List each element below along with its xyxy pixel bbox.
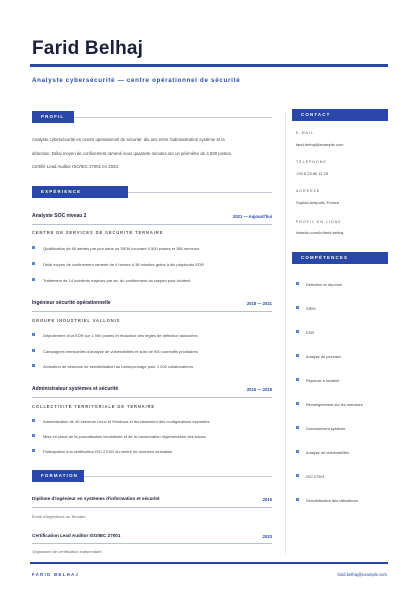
education-title: Certification Lead Auditor ISO/IEC 27001: [32, 533, 121, 538]
job-bullet-text: Traitement de 14 incidents majeurs par an, du confinement au rapport post-incident: [43, 278, 191, 283]
profile-line-2: détection. Délai moyen de confinement ramené sous quarante minutes sur un périmètre de 4 500 postes.: [32, 151, 233, 156]
bullet-square-icon: [296, 474, 299, 477]
bullet-square-icon: [296, 426, 299, 429]
footer-rule: [30, 562, 388, 564]
job-title: Ingénieur sécurité opérationnelle: [32, 300, 111, 306]
address-label: ADRESSE: [296, 189, 321, 193]
job-bullet: [32, 246, 272, 251]
job-dates: 2018 — 2021: [246, 301, 272, 306]
job-bullet-text: Animation de sessions de sensibilisation au hameçonnage pour 1 200 collaborateurs: [43, 364, 194, 369]
online-profile-link[interactable]: linkedin.com/in/farid-belhaj: [296, 230, 344, 235]
candidate-headline: Analyste cybersécurité — centre opérationnel de sécurité: [32, 77, 241, 84]
footer-email[interactable]: farid.belhaj@example.com: [337, 572, 387, 577]
job-title: Analyste SOC niveau 2: [32, 213, 87, 219]
education-title: Diplôme d'ingénieur en systèmes d'information et sécurité: [32, 496, 160, 501]
profile-line-1: Analyste cybersécurité en centre opérationnel de sécurité, dix ans entre l'administration système et la: [32, 137, 225, 142]
bullet-square-icon: [32, 278, 35, 281]
email-label: E-MAIL: [296, 131, 314, 135]
job-title: Administrateur systèmes et sécurité: [32, 386, 119, 392]
job-bullet: [32, 419, 272, 424]
skill-item: [296, 378, 339, 383]
skill-item: [296, 282, 342, 287]
job-rule: [32, 311, 272, 312]
bullet-square-icon: [32, 246, 35, 249]
education-year: 2023: [262, 534, 272, 539]
education-school: École d'ingénieurs du Ternaire: [32, 514, 86, 519]
job-company: COLLECTIVITÉ TERRITORIALE DE TERNAIRE: [32, 404, 156, 409]
job-company: CENTRE DE SERVICES DE SÉCURITÉ TERNAIRE: [32, 230, 164, 235]
job-bullet-text: Délai moyen de confinement ramené de 4 heures à 38 minutes grâce à dix playbooks EDR: [43, 262, 204, 267]
bullet-square-icon: [296, 450, 299, 453]
job-bullet-text: Administration de 40 serveurs Linux et Windows et durcissement des configurations exposées: [43, 419, 210, 424]
skill-label: Durcissement système: [306, 426, 346, 431]
skill-label: Analyse de vulnérabilités: [306, 450, 350, 455]
candidate-name: Farid Belhaj: [32, 38, 144, 59]
bullet-square-icon: [296, 498, 299, 501]
job-bullet: [32, 449, 272, 454]
job-rule: [32, 397, 272, 398]
sidebar-divider: [285, 112, 286, 554]
skill-item: [296, 450, 349, 455]
job-bullet: [32, 333, 272, 338]
skill-label: ISO 27001: [306, 474, 325, 479]
job-bullet-text: Qualification de 60 alertes par jour dans un SIEM couvrant 4 500 postes et 380 serveurs: [43, 246, 200, 251]
bullet-square-icon: [296, 402, 299, 405]
contact-section-title: CONTACT: [292, 109, 388, 121]
header-rule: [30, 64, 388, 67]
education-rule: [32, 543, 272, 544]
skill-item: [296, 306, 316, 311]
bullet-square-icon: [296, 282, 299, 285]
bullet-square-icon: [32, 449, 35, 452]
job-bullet-text: Déploiement d'un EDR sur 1 900 postes et rédaction des règles de détection associées: [43, 333, 198, 338]
profile-line-3: Certifié Lead Auditor ISO/IEC 27001 en 2023.: [32, 164, 119, 169]
skill-label: Réponse à incident: [306, 378, 340, 383]
job-bullet-text: Participation à la certification ISO 27001 du centre de données mutualisé: [43, 449, 173, 454]
bullet-square-icon: [32, 434, 35, 437]
bullet-square-icon: [296, 378, 299, 381]
job-bullet-text: Mise en place de la journalisation centralisée et de la conservation réglementaire des traces: [43, 434, 206, 439]
job-bullet: [32, 364, 272, 369]
job-dates: 2021 — Aujourd'hui: [233, 214, 272, 219]
education-section-line: [84, 476, 272, 477]
address-value: Sophia Antipolis, France: [296, 200, 340, 205]
skill-item: [296, 330, 314, 335]
bullet-square-icon: [296, 354, 299, 357]
education-rule: [32, 507, 272, 508]
bullet-square-icon: [296, 330, 299, 333]
experience-section-title: EXPÉRIENCE PROFESSIONNELLE: [32, 186, 128, 198]
bullet-square-icon: [32, 364, 35, 367]
education-school: Organisme de certification indépendant: [32, 549, 102, 554]
experience-section-line: [128, 192, 272, 193]
skill-label: EDR: [306, 330, 315, 335]
skill-item: [296, 474, 325, 479]
skill-label: Renseignement sur les menaces: [306, 402, 363, 407]
phone-value[interactable]: +33 6 23 80 11 29: [296, 171, 329, 176]
skill-item: [296, 426, 345, 431]
skill-label: SIEM: [306, 306, 316, 311]
skills-section-title: COMPÉTENCES: [292, 252, 388, 264]
skill-label: Détection et réponse: [306, 282, 342, 287]
profile-section-title: PROFIL: [32, 111, 74, 123]
education-section-title: FORMATION: [32, 470, 84, 482]
job-bullet: [32, 278, 272, 283]
skill-item: [296, 402, 363, 407]
job-dates: 2015 — 2018: [246, 387, 272, 392]
bullet-square-icon: [32, 262, 35, 265]
phone-label: TÉLÉPHONE: [296, 160, 327, 164]
job-bullet: [32, 434, 272, 439]
bullet-square-icon: [32, 333, 35, 336]
job-rule: [32, 224, 272, 225]
skill-label: Sensibilisation des utilisateurs: [306, 498, 358, 503]
job-bullet: [32, 349, 272, 354]
online-profile-label: PROFIL EN LIGNE: [296, 220, 342, 224]
job-bullet-text: Campagnes mensuelles d'analyse de vulnérabilités et suivi de 900 correctifs prioritaires: [43, 349, 198, 354]
email-value[interactable]: farid.belhaj@example.com: [296, 142, 344, 147]
bullet-square-icon: [32, 349, 35, 352]
skill-item: [296, 354, 341, 359]
footer-name: FARID BELHAJ: [32, 572, 80, 577]
profile-section-line: [74, 117, 272, 118]
skill-item: [296, 498, 358, 503]
bullet-square-icon: [296, 306, 299, 309]
skill-label: Analyse de journaux: [306, 354, 342, 359]
job-bullet: [32, 262, 272, 267]
job-company: GROUPE INDUSTRIEL VALLONIS: [32, 318, 121, 323]
education-year: 2015: [262, 497, 272, 502]
bullet-square-icon: [32, 419, 35, 422]
